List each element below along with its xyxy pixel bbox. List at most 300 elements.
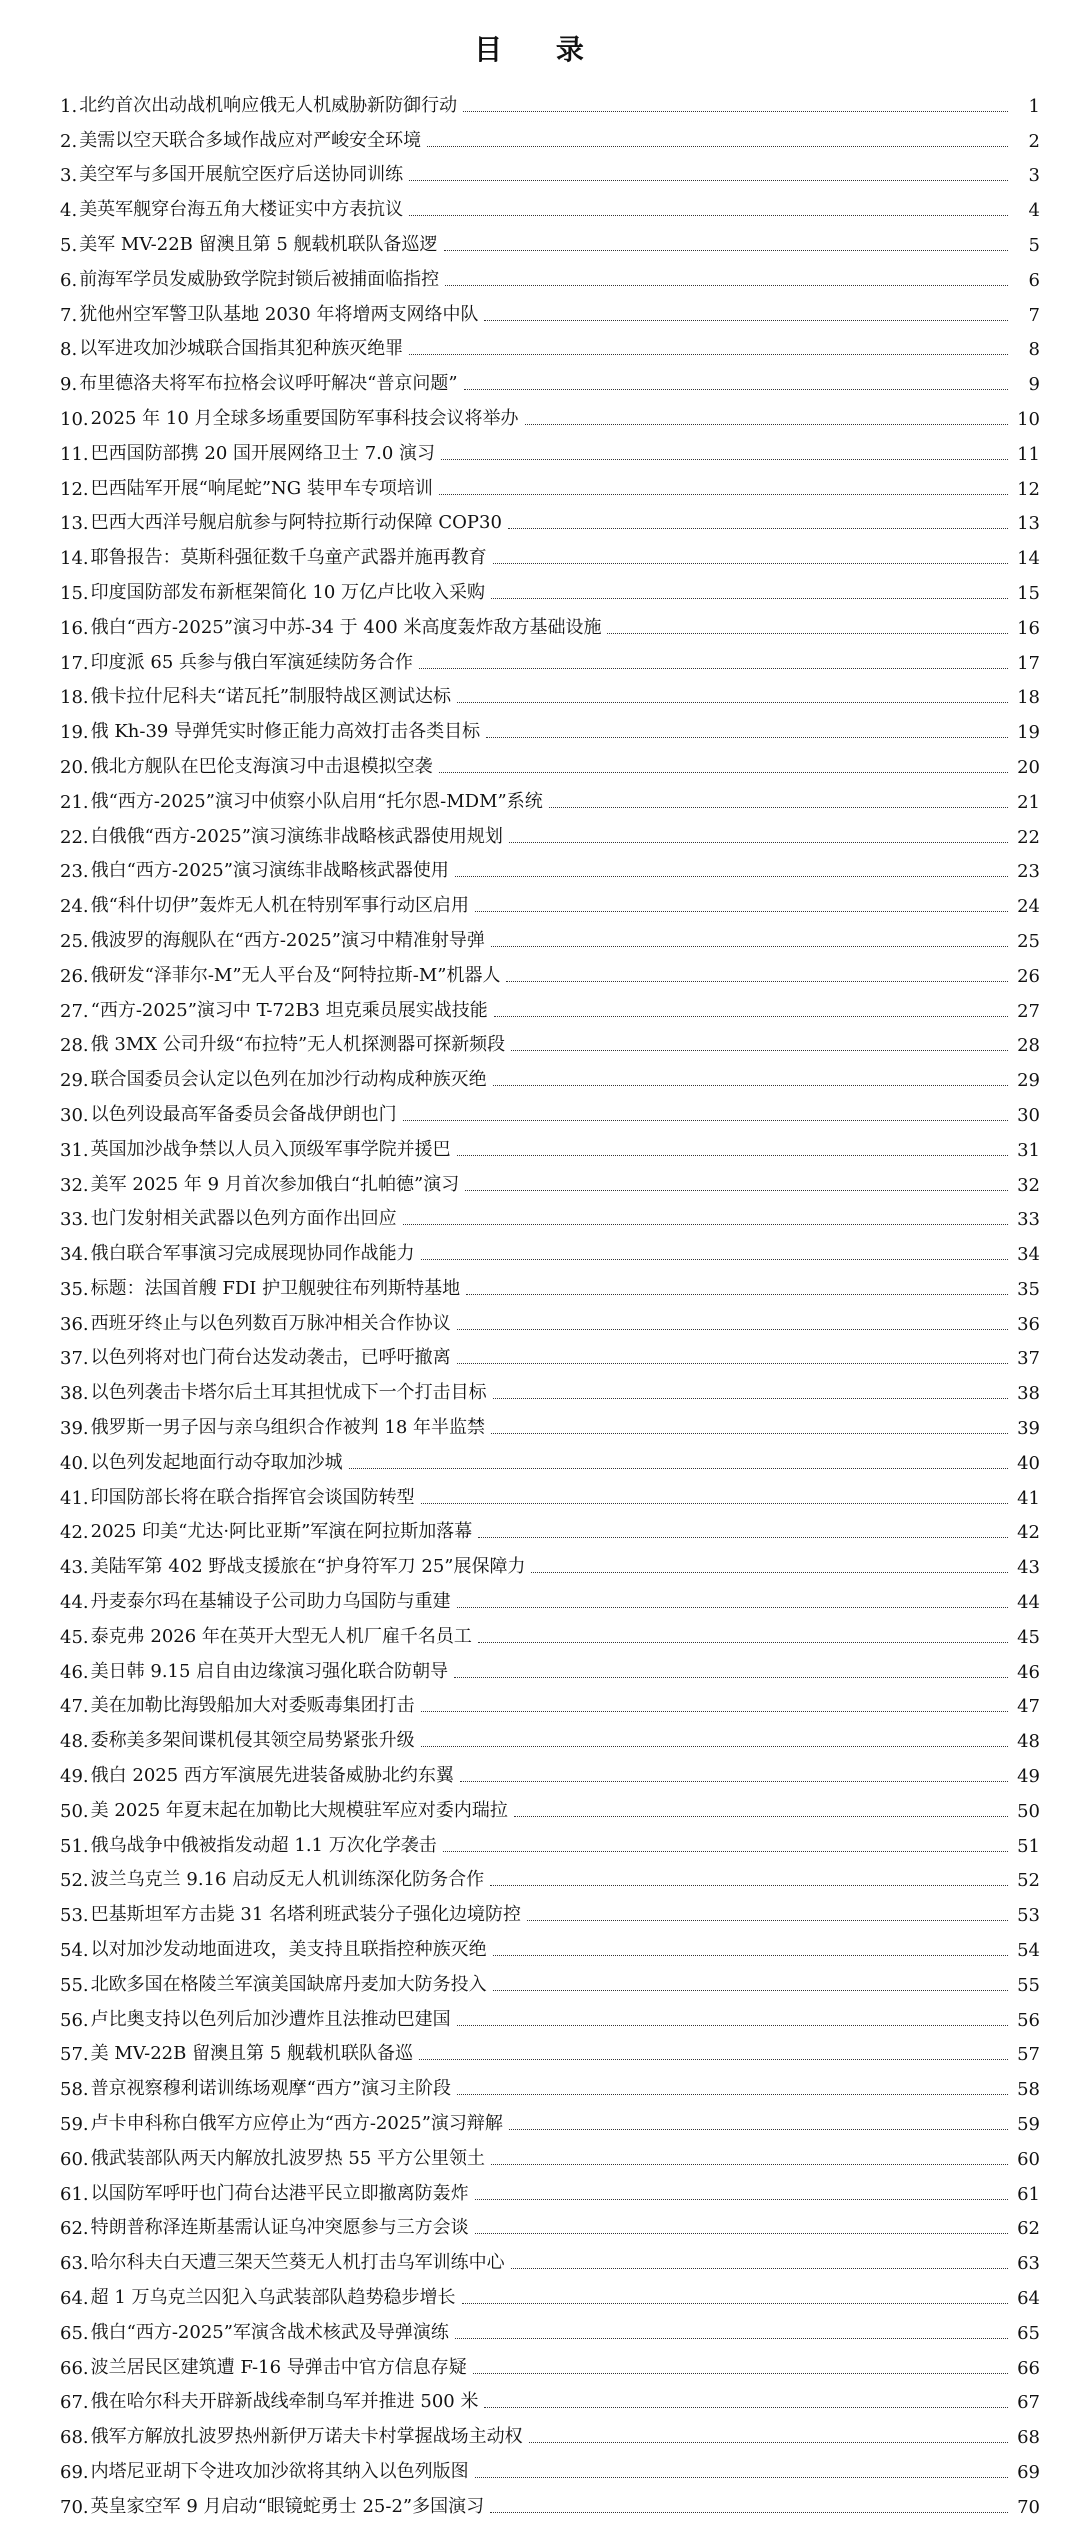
- toc-entry-number: 14.: [60, 548, 89, 570]
- toc-entry-page-number: 24: [1017, 896, 1040, 918]
- toc-entry-page-number: 18: [1017, 687, 1040, 709]
- toc-entry-number: 42.: [60, 1522, 89, 1544]
- toc-entry-number: 58.: [60, 2079, 89, 2101]
- toc-dot-leader: [443, 1850, 1008, 1852]
- toc-entry-number: 67.: [60, 2392, 89, 2414]
- toc-entry-number: 61.: [60, 2183, 89, 2205]
- toc-entry-page-number: 20: [1017, 756, 1040, 778]
- toc-entry-title[interactable]: 俄武装部队两天内解放扎波罗热 55 平方公里领土: [90, 2147, 485, 2169]
- toc-entry[interactable]: [60, 1339, 1040, 1374]
- toc-dot-leader: [478, 1641, 1008, 1643]
- toc-entry-page-number: 25: [1017, 930, 1040, 952]
- toc-dot-leader: [439, 493, 1008, 495]
- toc-entry-page-number: 68: [1017, 2427, 1040, 2449]
- toc-entry-page-number: 11: [1017, 443, 1040, 465]
- toc-dot-leader: [493, 1954, 1008, 1956]
- toc-dot-leader: [419, 667, 1008, 669]
- toc-entry-page-number: 58: [1017, 2079, 1040, 2101]
- toc-entry-page-number: 36: [1017, 1313, 1040, 1335]
- toc-entry[interactable]: [60, 1861, 1040, 1896]
- toc-entry-page-number: 56: [1017, 2009, 1040, 2031]
- toc-dot-leader: [403, 1223, 1008, 1225]
- toc-entry[interactable]: [60, 225, 1040, 260]
- toc-entry-number: 43.: [60, 1557, 89, 1579]
- toc-entry-page-number: 29: [1017, 1070, 1040, 1092]
- toc-entry-page-number: 66: [1017, 2357, 1040, 2379]
- toc-entry[interactable]: [60, 1687, 1040, 1722]
- toc-entry-number: 8.: [60, 339, 78, 361]
- toc-entry-title[interactable]: 美军 2025 年 9 月首次参加俄白“扎帕德”演习: [90, 1173, 460, 1195]
- toc-entry[interactable]: [60, 1582, 1040, 1617]
- toc-dot-leader: [493, 1397, 1008, 1399]
- toc-entry-number: 29.: [60, 1070, 89, 1092]
- toc-entry-title[interactable]: 北约首次出动战机响应俄无人机威胁新防御行动: [79, 94, 458, 116]
- toc-entry-title[interactable]: 以对加沙发动地面进攻，美支持且联指控种族灭绝: [90, 1939, 487, 1961]
- toc-entry[interactable]: [60, 678, 1040, 713]
- toc-entry-title[interactable]: 巴基斯坦军方击毙 31 名塔利班武装分子强化边境防控: [90, 1904, 521, 1926]
- toc-entry[interactable]: [60, 2452, 1040, 2487]
- toc-dot-leader: [493, 1084, 1008, 1086]
- toc-entry[interactable]: [60, 1304, 1040, 1339]
- toc-dot-leader: [475, 2476, 1008, 2478]
- toc-entry[interactable]: [60, 782, 1040, 817]
- toc-entry-title[interactable]: 联合国委员会认定以色列在加沙行动构成种族灭绝: [90, 1069, 487, 1091]
- toc-list: [60, 86, 1040, 2522]
- toc-entry-number: 19.: [60, 722, 89, 744]
- toc-dot-leader: [509, 2128, 1008, 2130]
- toc-entry-title[interactable]: 普京视察穆利诺训练场观摩“西方”演习主阶段: [90, 2078, 452, 2100]
- toc-entry[interactable]: [60, 2000, 1040, 2035]
- toc-dot-leader: [457, 1154, 1008, 1156]
- toc-entry[interactable]: [60, 1965, 1040, 2000]
- toc-entry-page-number: 4: [1028, 200, 1040, 222]
- toc-entry-title[interactable]: 美 2025 年夏末起在加勒比大规模驻军应对委内瑞拉: [90, 1799, 508, 1821]
- toc-dot-leader: [421, 1502, 1008, 1504]
- toc-entry[interactable]: [60, 504, 1040, 539]
- toc-entry-title[interactable]: 以色列发起地面行动夺取加沙城: [90, 1451, 343, 1473]
- toc-entry-title[interactable]: 俄研发“泽菲尔-M”无人平台及“阿特拉斯-M”机器人: [90, 964, 501, 986]
- page-title: 目 录: [474, 33, 606, 66]
- toc-entry[interactable]: [60, 1443, 1040, 1478]
- toc-entry-title[interactable]: 俄白 2025 西方军演展先进装备威胁北约东翼: [90, 1765, 454, 1787]
- toc-entry[interactable]: [60, 2278, 1040, 2313]
- toc-entry[interactable]: [60, 1791, 1040, 1826]
- toc-entry-number: 62.: [60, 2218, 89, 2240]
- toc-entry[interactable]: [60, 1095, 1040, 1130]
- toc-dot-leader: [466, 1293, 1008, 1295]
- toc-entry-title[interactable]: 以色列袭击卡塔尔后土耳其担忧成下一个打击目标: [90, 1382, 487, 1404]
- toc-entry-title[interactable]: 俄 Kh-39 导弹凭实时修正能力高效打击各类目标: [90, 721, 481, 743]
- toc-entry[interactable]: [60, 1547, 1040, 1582]
- toc-entry-title[interactable]: 英国加沙战争禁以人员入顶级军事学院并援巴: [90, 1138, 451, 1160]
- toc-entry-number: 13.: [60, 513, 89, 535]
- toc-dot-leader: [490, 2511, 1008, 2513]
- toc-entry-page-number: 46: [1017, 1661, 1040, 1683]
- toc-entry-page-number: 21: [1017, 791, 1040, 813]
- toc-entry-number: 23.: [60, 861, 89, 883]
- toc-entry-number: 32.: [60, 1174, 89, 1196]
- toc-entry-number: 5.: [60, 234, 78, 256]
- toc-entry-number: 48.: [60, 1731, 89, 1753]
- toc-entry-number: 12.: [60, 478, 89, 500]
- toc-entry-title[interactable]: 2025 印美“尤达·阿比亚斯”军演在阿拉斯加落幕: [90, 1521, 473, 1543]
- toc-entry-number: 2.: [60, 130, 78, 152]
- toc-entry-title[interactable]: 美陆军第 402 野战支援旅在“护身符军刀 25”展保障力: [90, 1556, 526, 1578]
- toc-entry-title[interactable]: 俄“科什切伊”轰炸无人机在特别军事行动区启用: [90, 895, 470, 917]
- toc-entry[interactable]: [60, 2174, 1040, 2209]
- toc-entry[interactable]: [60, 434, 1040, 469]
- toc-entry-page-number: 5: [1028, 234, 1040, 256]
- toc-entry-page-number: 65: [1017, 2322, 1040, 2344]
- toc-entry[interactable]: [60, 2209, 1040, 2244]
- toc-entry-page-number: 16: [1017, 617, 1040, 639]
- toc-entry-page-number: 53: [1017, 1905, 1040, 1927]
- toc-entry[interactable]: [60, 608, 1040, 643]
- toc-entry-number: 64.: [60, 2288, 89, 2309]
- toc-entry[interactable]: [60, 2069, 1040, 2104]
- toc-dot-leader: [457, 2093, 1008, 2095]
- toc-entry[interactable]: [60, 2313, 1040, 2348]
- toc-entry-number: 50.: [60, 1800, 89, 1822]
- toc-dot-leader: [441, 458, 1008, 460]
- toc-entry-page-number: 28: [1017, 1035, 1040, 1057]
- toc-entry-title[interactable]: 美英军舰穿台海五角大楼证实中方表抗议: [79, 199, 404, 221]
- toc-entry[interactable]: [60, 747, 1040, 782]
- toc-entry[interactable]: [60, 1269, 1040, 1304]
- toc-entry-number: 56.: [60, 2009, 89, 2031]
- toc-entry-page-number: 44: [1017, 1592, 1040, 1614]
- toc-entry[interactable]: [60, 2383, 1040, 2418]
- toc-entry-title[interactable]: 也门发射相关武器以色列方面作出回应: [90, 1208, 397, 1230]
- toc-dot-leader: [473, 2372, 1008, 2374]
- toc-dot-leader: [462, 2302, 1008, 2304]
- toc-entry[interactable]: [60, 991, 1040, 1026]
- toc-entry-page-number: 3: [1028, 165, 1040, 187]
- toc-dot-leader: [457, 1606, 1008, 1608]
- toc-dot-leader: [460, 1780, 1008, 1782]
- toc-entry-page-number: 12: [1017, 478, 1040, 500]
- toc-entry-title[interactable]: 印度国防部发布新框架简化 10 万亿卢比收入采购: [90, 581, 485, 603]
- toc-entry-page-number: 35: [1017, 1278, 1040, 1300]
- toc-entry[interactable]: [60, 1826, 1040, 1861]
- toc-entry-title[interactable]: 俄卡拉什尼科夫“诺瓦托”制服特战区测试达标: [90, 686, 452, 708]
- toc-dot-leader: [478, 1536, 1008, 1538]
- toc-entry-page-number: 13: [1017, 513, 1040, 535]
- toc-dot-leader: [475, 2232, 1008, 2234]
- toc-entry-title[interactable]: 2025 年 10 月全球多场重要国防军事科技会议将举办: [90, 407, 519, 429]
- toc-entry-title[interactable]: 卢卡申科称白俄军方应停止为“西方-2025”演习辩解: [90, 2113, 503, 2135]
- toc-entry-number: 49.: [60, 1766, 89, 1788]
- toc-entry-page-number: 8: [1028, 339, 1040, 361]
- toc-entry-title[interactable]: 波兰乌克兰 9.16 启动反无人机训练深化防务合作: [90, 1869, 485, 1891]
- toc-entry-number: 16.: [60, 617, 89, 639]
- toc-entry-number: 44.: [60, 1592, 89, 1614]
- toc-dot-leader: [508, 527, 1008, 529]
- toc-entry-title[interactable]: 俄波罗的海舰队在“西方-2025”演习中精准射导弹: [90, 929, 485, 951]
- toc-entry[interactable]: [60, 1756, 1040, 1791]
- toc-entry-page-number: 14: [1017, 548, 1040, 570]
- toc-entry-title[interactable]: 美在加勒比海毁船加大对委贩毒集团打击: [90, 1695, 415, 1717]
- toc-entry[interactable]: [60, 1373, 1040, 1408]
- toc-entry[interactable]: [60, 364, 1040, 399]
- toc-dot-leader: [493, 562, 1008, 564]
- toc-entry-page-number: 22: [1017, 826, 1040, 848]
- toc-entry[interactable]: [60, 573, 1040, 608]
- toc-dot-leader: [475, 2198, 1008, 2200]
- toc-entry[interactable]: [60, 1617, 1040, 1652]
- toc-entry-page-number: 26: [1017, 965, 1040, 987]
- toc-entry-page-number: 38: [1017, 1383, 1040, 1405]
- toc-entry-page-number: 70: [1017, 2496, 1040, 2518]
- toc-entry[interactable]: [60, 1165, 1040, 1200]
- toc-entry-title[interactable]: 波兰居民区建筑遭 F-16 导弹击中官方信息存疑: [90, 2356, 467, 2378]
- toc-entry-title[interactable]: 俄白“西方-2025”演习演练非战略核武器使用: [90, 860, 449, 882]
- toc-dot-leader: [491, 597, 1008, 599]
- toc-entry-title[interactable]: 委称美多架间谍机侵其领空局势紧张升级: [90, 1730, 415, 1752]
- toc-entry-title[interactable]: 泰克弗 2026 年在英开大型无人机厂雇千名员工: [90, 1625, 472, 1647]
- toc-entry[interactable]: [60, 2139, 1040, 2174]
- toc-entry[interactable]: [60, 817, 1040, 852]
- toc-entry-page-number: 60: [1017, 2148, 1040, 2170]
- toc-dot-leader: [607, 632, 1008, 634]
- toc-entry-title[interactable]: 俄罗斯一男子因与亲乌组织合作被判 18 年半监禁: [90, 1417, 485, 1439]
- toc-entry[interactable]: [60, 330, 1040, 365]
- toc-entry-title[interactable]: 俄“西方-2025”演习中侦察小队启用“托尔恩-MDM”系统: [90, 790, 543, 812]
- toc-entry-title[interactable]: 丹麦泰尔玛在基辅设子公司助力乌国防与重建: [90, 1591, 451, 1613]
- toc-entry-number: 59.: [60, 2114, 89, 2136]
- toc-entry-title[interactable]: 内塔尼亚胡下令进攻加沙欲将其纳入以色列版图: [90, 2460, 469, 2482]
- toc-entry-number: 26.: [60, 965, 89, 987]
- toc-entry-title[interactable]: 俄军方解放扎波罗热州新伊万诺夫卡村掌握战场主动权: [90, 2426, 523, 2448]
- toc-entry[interactable]: [60, 2035, 1040, 2070]
- toc-entry-title[interactable]: 俄白“西方-2025”演习中苏-34 于 400 米高度轰炸敌方基础设施: [90, 616, 602, 638]
- toc-entry[interactable]: [60, 712, 1040, 747]
- toc-entry[interactable]: [60, 538, 1040, 573]
- toc-entry-number: 33.: [60, 1209, 89, 1231]
- toc-entry-title[interactable]: 俄白“西方-2025”军演含战术核武及导弹演练: [90, 2321, 449, 2343]
- toc-entry-title[interactable]: 西班牙终止与以色列数百万脉冲相关合作协议: [90, 1312, 451, 1334]
- toc-entry[interactable]: [60, 2487, 1040, 2522]
- toc-dot-leader: [525, 423, 1008, 425]
- toc-entry-page-number: 31: [1017, 1139, 1040, 1161]
- toc-entry-title[interactable]: 以军进攻加沙城联合国指其犯种族灭绝罪: [79, 338, 404, 360]
- toc-entry-title[interactable]: 巴西大西洋号舰启航参与阿特拉斯行动保障 COP30: [90, 512, 502, 534]
- toc-entry-page-number: 19: [1017, 722, 1040, 744]
- toc-entry[interactable]: [60, 469, 1040, 504]
- toc-entry[interactable]: [60, 1652, 1040, 1687]
- toc-entry[interactable]: [60, 2243, 1040, 2278]
- toc-dot-leader: [511, 2267, 1008, 2269]
- toc-dot-leader: [475, 910, 1008, 912]
- toc-entry[interactable]: [60, 86, 1040, 121]
- toc-entry-number: 60.: [60, 2148, 89, 2170]
- toc-dot-leader: [457, 1362, 1008, 1364]
- toc-entry[interactable]: [60, 1234, 1040, 1269]
- toc-entry-title[interactable]: “西方-2025”演习中 T-72B3 坦克乘员展实战技能: [90, 999, 488, 1021]
- toc-entry-number: 53.: [60, 1905, 89, 1927]
- toc-entry-number: 37.: [60, 1348, 89, 1370]
- toc-entry-title[interactable]: 巴西国防部携 20 国开展网络卫士 7.0 演习: [90, 442, 436, 464]
- toc-entry-number: 55.: [60, 1974, 89, 1996]
- toc-entry-page-number: 10: [1017, 408, 1040, 430]
- toc-entry[interactable]: [60, 295, 1040, 330]
- toc-dot-leader: [457, 1328, 1008, 1330]
- toc-entry-page-number: 1: [1028, 95, 1040, 117]
- toc-dot-leader: [455, 2337, 1008, 2339]
- toc-entry[interactable]: [60, 1895, 1040, 1930]
- toc-entry-title[interactable]: 前海军学员发威胁致学院封锁后被捕面临指控: [79, 268, 440, 290]
- toc-entry[interactable]: [60, 121, 1040, 156]
- toc-entry-title[interactable]: 俄北方舰队在巴伦支海演习中击退模拟空袭: [90, 755, 433, 777]
- toc-entry-page-number: 55: [1017, 1974, 1040, 1996]
- toc-dot-leader: [409, 214, 1008, 216]
- toc-entry[interactable]: [60, 2348, 1040, 2383]
- toc-dot-leader: [421, 1745, 1008, 1747]
- toc-entry-title[interactable]: 以国防军呼吁也门荷台达港平民立即撤离防轰炸: [90, 2182, 469, 2204]
- toc-entry-title[interactable]: 标题：法国首艘 FDI 护卫舰驶往布列斯特基地: [90, 1277, 461, 1299]
- toc-entry[interactable]: [60, 260, 1040, 295]
- toc-entry[interactable]: [60, 1478, 1040, 1513]
- toc-dot-leader: [490, 1884, 1008, 1886]
- toc-entry-title[interactable]: 北欧多国在格陵兰军演美国缺席丹麦加大防务投入: [90, 1973, 487, 1995]
- toc-entry[interactable]: [60, 190, 1040, 225]
- toc-entry-number: 21.: [60, 791, 89, 813]
- toc-entry-page-number: 6: [1028, 269, 1040, 291]
- toc-entry[interactable]: [60, 1721, 1040, 1756]
- toc-entry[interactable]: [60, 1200, 1040, 1235]
- toc-dot-leader: [464, 388, 1008, 390]
- toc-entry-number: 40.: [60, 1452, 89, 1474]
- toc-entry-number: 34.: [60, 1244, 89, 1266]
- toc-entry-title[interactable]: 印度派 65 兵参与俄白军演延续防务合作: [90, 651, 413, 673]
- toc-dot-leader: [484, 2406, 1008, 2408]
- toc-dot-leader: [421, 1258, 1008, 1260]
- toc-entry-title[interactable]: 犹他州空军警卫队基地 2030 年将增两支网络中队: [79, 303, 479, 325]
- toc-entry[interactable]: [60, 886, 1040, 921]
- toc-entry-page-number: 30: [1017, 1104, 1040, 1126]
- toc-entry-number: 46.: [60, 1661, 89, 1683]
- toc-entry-number: 30.: [60, 1104, 89, 1126]
- toc-entry-page-number: 47: [1017, 1696, 1040, 1718]
- toc-entry-title[interactable]: 白俄俄“西方-2025”演习演练非战略核武器使用规划: [90, 825, 503, 847]
- toc-dot-leader: [527, 1919, 1008, 1921]
- toc-entry-title[interactable]: 美空军与多国开展航空医疗后送协同训练: [79, 164, 404, 186]
- toc-entry-page-number: 69: [1017, 2461, 1040, 2483]
- toc-entry-title[interactable]: 哈尔科夫白天遭三架天竺葵无人机打击乌军训练中心: [90, 2252, 505, 2274]
- toc-entry-title[interactable]: 印国防部长将在联合指挥官会谈国防转型: [90, 1486, 415, 1508]
- toc-entry[interactable]: [60, 1930, 1040, 1965]
- toc-entry-title[interactable]: 俄 3MX 公司升级“布拉特”无人机探测器可探新频段: [90, 1034, 506, 1056]
- toc-entry-number: 4.: [60, 200, 78, 222]
- toc-entry-number: 22.: [60, 826, 89, 848]
- toc-entry[interactable]: [60, 1026, 1040, 1061]
- toc-entry-title[interactable]: 以色列设最高军备委员会备战伊朗也门: [90, 1103, 397, 1125]
- toc-entry-title[interactable]: 布里德洛夫将军布拉格会议呼吁解决“普京问题”: [79, 373, 458, 395]
- toc-entry-title[interactable]: 美日韩 9.15 启自由边缘演习强化联合防朝导: [90, 1660, 449, 1682]
- toc-entry-page-number: 45: [1017, 1626, 1040, 1648]
- toc-dot-leader: [529, 2441, 1008, 2443]
- toc-entry[interactable]: [60, 156, 1040, 191]
- toc-entry-number: 10.: [60, 408, 89, 430]
- toc-entry-title[interactable]: 美 MV-22B 留澳且第 5 舰载机联队备巡: [90, 2043, 413, 2065]
- toc-entry[interactable]: [60, 2417, 1040, 2452]
- toc-entry-page-number: 62: [1017, 2218, 1040, 2240]
- toc-entry[interactable]: [60, 1513, 1040, 1548]
- toc-entry-page-number: 2: [1028, 130, 1040, 152]
- toc-entry[interactable]: [60, 1130, 1040, 1165]
- toc-entry-number: 6.: [60, 269, 78, 291]
- toc-entry-title[interactable]: 超 1 万乌克兰囚犯入乌武装部队趋势稳步增长: [90, 2287, 456, 2308]
- toc-entry[interactable]: [60, 399, 1040, 434]
- toc-entry-number: 20.: [60, 756, 89, 778]
- toc-entry-page-number: 63: [1017, 2253, 1040, 2275]
- toc-entry-title[interactable]: 美军 MV-22B 留澳且第 5 舰载机联队备巡逻: [79, 233, 438, 255]
- toc-entry-page-number: 41: [1017, 1487, 1040, 1509]
- toc-dot-leader: [419, 2058, 1008, 2060]
- toc-entry-page-number: 54: [1017, 1940, 1040, 1962]
- toc-entry-title[interactable]: 俄乌战争中俄被指发动超 1.1 万次化学袭击: [90, 1834, 437, 1856]
- toc-dot-leader: [409, 179, 1008, 181]
- toc-entry-title[interactable]: 巴西陆军开展“响尾蛇”NG 装甲车专项培训: [90, 477, 433, 499]
- toc-entry-title[interactable]: 特朗普称泽连斯基需认证乌冲突愿参与三方会谈: [90, 2217, 469, 2239]
- toc-dot-leader: [445, 284, 1008, 286]
- toc-entry-number: 18.: [60, 687, 89, 709]
- toc-dot-leader: [454, 1676, 1008, 1678]
- toc-entry-number: 17.: [60, 652, 89, 674]
- toc-entry-page-number: 52: [1017, 1870, 1040, 1892]
- toc-entry[interactable]: [60, 1060, 1040, 1095]
- toc-entry-number: 3.: [60, 165, 78, 187]
- toc-entry-title[interactable]: 俄白联合军事演习完成展现协同作战能力: [90, 1243, 415, 1265]
- toc-entry-number: 9.: [60, 374, 78, 396]
- toc-entry[interactable]: [60, 643, 1040, 678]
- toc-entry-page-number: 48: [1017, 1731, 1040, 1753]
- toc-entry-title[interactable]: 以色列将对也门荷台达发动袭击，已呼吁撤离: [90, 1347, 451, 1369]
- toc-entry[interactable]: [60, 2104, 1040, 2139]
- toc-entry-number: 39.: [60, 1418, 89, 1440]
- toc-entry[interactable]: [60, 1408, 1040, 1443]
- toc-entry-page-number: 27: [1017, 1000, 1040, 1022]
- toc-dot-leader: [494, 1015, 1008, 1017]
- toc-entry-page-number: 43: [1017, 1557, 1040, 1579]
- toc-dot-leader: [493, 1989, 1008, 1991]
- toc-entry[interactable]: [60, 852, 1040, 887]
- toc-entry-page-number: 61: [1017, 2183, 1040, 2205]
- toc-dot-leader: [444, 249, 1008, 251]
- toc-entry-number: 51.: [60, 1835, 89, 1857]
- toc-entry-title[interactable]: 英皇家空军 9 月启动“眼镜蛇勇士 25-2”多国演习: [90, 2495, 485, 2517]
- toc-entry-number: 35.: [60, 1278, 89, 1300]
- toc-dot-leader: [506, 980, 1008, 982]
- toc-entry-title[interactable]: 美需以空天联合多域作战应对严峻安全环境: [79, 129, 422, 151]
- toc-entry-title[interactable]: 耶鲁报告：莫斯科强征数千乌童产武器并施再教育: [90, 547, 487, 569]
- toc-dot-leader: [511, 1049, 1008, 1051]
- toc-entry-number: 68.: [60, 2427, 89, 2449]
- toc-entry-page-number: 67: [1017, 2392, 1040, 2414]
- toc-entry-number: 36.: [60, 1313, 89, 1335]
- toc-entry-number: 65.: [60, 2322, 89, 2344]
- toc-entry-number: 41.: [60, 1487, 89, 1509]
- toc-entry-title[interactable]: 俄在哈尔科夫开辟新战线牵制乌军并推进 500 米: [90, 2391, 479, 2413]
- toc-dot-leader: [514, 1815, 1008, 1817]
- toc-entry-number: 70.: [60, 2496, 89, 2518]
- toc-entry[interactable]: [60, 921, 1040, 956]
- toc-entry-number: 52.: [60, 1870, 89, 1892]
- toc-entry[interactable]: [60, 956, 1040, 991]
- toc-entry-title[interactable]: 卢比奥支持以色列后加沙遭炸且法推动巴建国: [90, 2008, 451, 2030]
- toc-entry-page-number: 32: [1017, 1174, 1040, 1196]
- toc-entry-number: 25.: [60, 930, 89, 952]
